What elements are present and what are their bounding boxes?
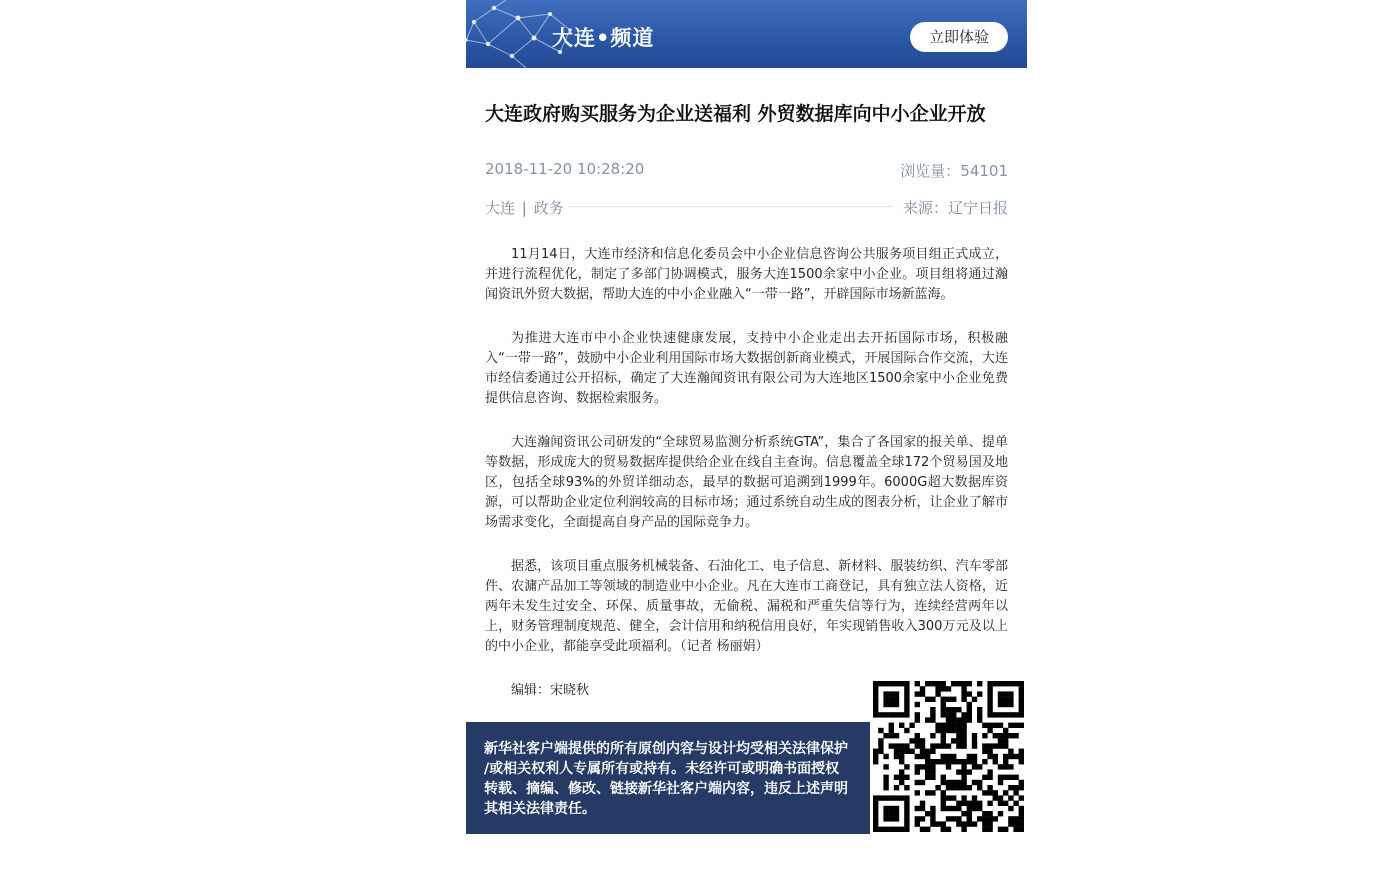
qr-code-icon[interactable] — [870, 678, 1027, 834]
category-dalian[interactable]: 大连 — [485, 199, 516, 217]
category-breadcrumb — [485, 197, 568, 218]
paragraph: 为推进大连市中小企业快速健康发展，支持中小企业走出去开拓国际市场，积极融入“一带一路”，鼓励中小企业利用国际市场大数据创新商业模式，开展国际合作交流，大连市经信委通过公开招标，确定了大连瀚闻资讯有限公司为大连地区1500余家中小企业免费提供信息咨询、数据检索服务。 — [485, 331, 1008, 406]
category-separator: | — [521, 199, 527, 217]
paragraph: 11月14日，大连市经济和信息化委员会中小企业信息咨询公共服务项目组正式成立，并进行流程优化，制定了多部门协调模式，服务大连1500余家中小企业。项目组将通过瀚闻资讯外贸大数据，帮助大连的中小企业融入“一带一路”，开辟国际市场新蓝海。 — [485, 247, 1008, 302]
category-politics[interactable]: 政务 — [533, 199, 564, 217]
source-label: 来源： — [902, 199, 948, 217]
notice-line: /或相关权利人专属所有或持有。未经许可或明确书面授权 — [484, 761, 840, 777]
publish-date: 2018-11-20 10:28:20 — [485, 160, 645, 178]
notice-line: 转载、摘编、修改、链接新华社客户端内容，违反上述声明 — [484, 781, 848, 797]
view-count-label: 浏览量： — [900, 162, 961, 180]
view-count-value: 54101 — [960, 162, 1008, 180]
source-value: 辽宁日报 — [947, 199, 1008, 217]
notice-line: 其相关法律责任。 — [484, 801, 596, 817]
category-row — [485, 197, 1008, 217]
channel-header — [466, 0, 1027, 68]
article-source — [903, 197, 1008, 218]
paragraph: 据悉，该项目重点服务机械装备、石油化工、电子信息、新材料、服装纺织、汽车零部件、农滽产品加工等领域的制造业中小企业。凡在大连市工商登记，具有独立法人资格，近两年未发生过安全、环保、质量事故，无偷税、漏税和严重失信等行为，连续经营两年以上，财务管理制度规范、健全，会计信用和纳税信用良好，年实现销售收入300万元及以上的中小企业，都能享受此项福利。（记者 杨丽娟） — [485, 559, 1008, 654]
view-count — [900, 160, 1008, 181]
copyright-notice — [484, 739, 864, 819]
channel-title: 大连•频道 — [552, 26, 655, 50]
editor-credit: 编辑：宋晓秋 — [511, 683, 590, 698]
try-now-button[interactable]: 立即体验 — [910, 22, 1008, 52]
article-title: 大连政府购买服务为企业送福利 外贸数据库向中小企业开放 — [485, 103, 986, 125]
divider-line — [563, 206, 892, 207]
notice-line: 新华社客户端提供的所有原创内容与设计均受相关法律保护 — [484, 741, 848, 757]
paragraph: 大连瀚闻资讯公司研发的“全球贸易监测分析系统GTA”，集合了各国家的报关单、提单等数据，形成庞大的贸易数据库提供给企业在线自主查询。信息覆盖全球172个贸易国及地区，包括全球93%的外贸详细动态，最早的数据可追溯到1999年。6000G超大数据库资源，可以帮助企业定位利润较高的目标市场；通过系统自动生成的图表分析，让企业了解市场需求变化，全面提高自身产品的国际竞争力。 — [485, 435, 1008, 530]
article-body — [485, 245, 1008, 725]
